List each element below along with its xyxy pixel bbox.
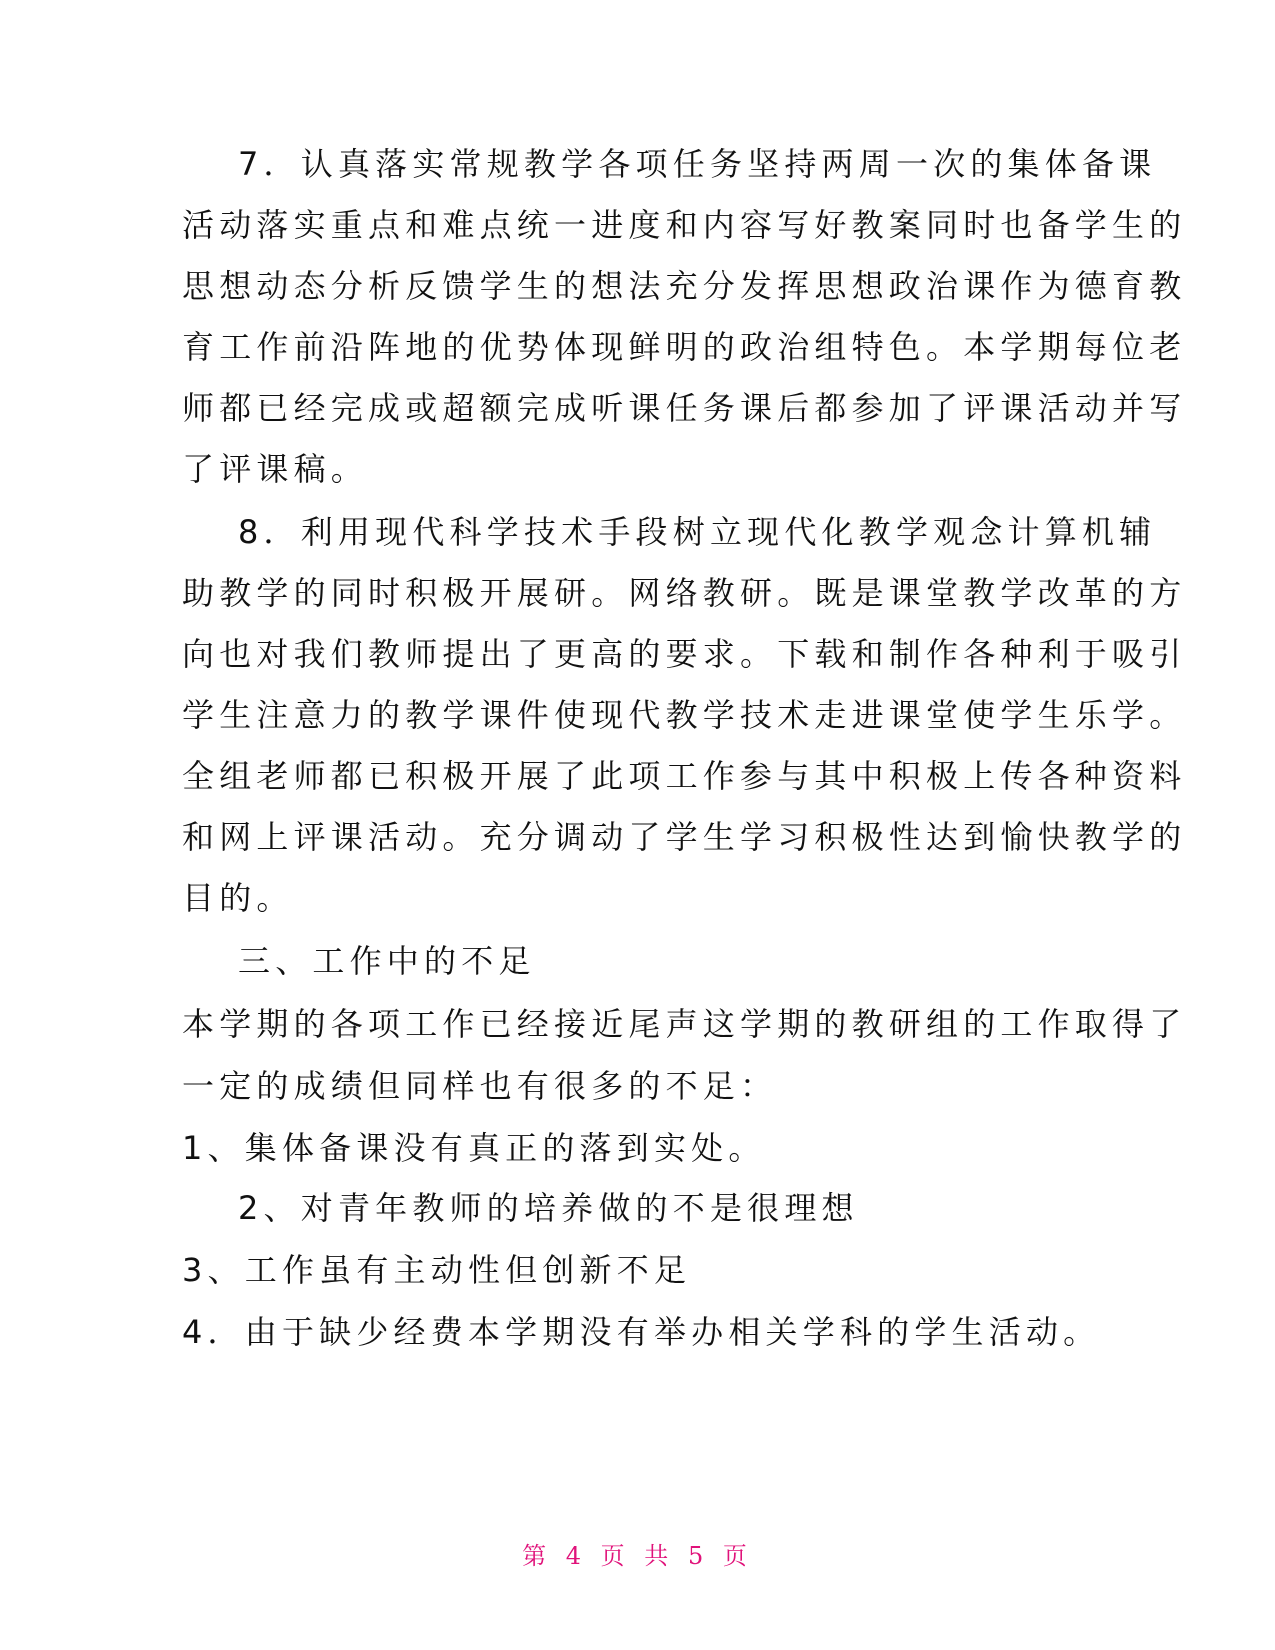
shortcoming-item-4: 4．由于缺少经费本学期没有举办相关学科的学生活动。 <box>182 1313 1101 1351</box>
paragraph-8-line-5: 全组老师都已积极开展了此项工作参与其中积极上传各种资料 <box>182 757 1187 795</box>
paragraph-8-line-4: 学生注意力的教学课件使现代教学技术走进课堂使学生乐学。 <box>182 696 1187 734</box>
paragraph-8-line-3: 向也对我们教师提出了更高的要求。下载和制作各种利于吸引 <box>182 635 1187 673</box>
shortcoming-item-3: 3、工作虽有主动性但创新不足 <box>182 1251 692 1289</box>
page-number-footer: 第 4 页 共 5 页 <box>522 1542 753 1570</box>
paragraph-7-line-4: 育工作前沿阵地的优势体现鲜明的政治组特色。本学期每位老 <box>182 328 1187 366</box>
paragraph-8-line-1: 8．利用现代科学技术手段树立现代化教学观念计算机辅 <box>238 513 1157 551</box>
summary-line-2: 一定的成绩但同样也有很多的不足： <box>182 1067 778 1105</box>
paragraph-7-line-6: 了评课稿。 <box>182 450 369 488</box>
paragraph-8-line-2: 助教学的同时积极开展研。网络教研。既是课堂教学改革的方 <box>182 574 1187 612</box>
paragraph-7-line-5: 师都已经完成或超额完成听课任务课后都参加了评课活动并写 <box>182 389 1187 427</box>
shortcoming-item-1: 1、集体备课没有真正的落到实处。 <box>182 1129 766 1167</box>
paragraph-8-line-7: 目的。 <box>182 879 294 917</box>
paragraph-8-line-6: 和网上评课活动。充分调动了学生学习积极性达到愉快教学的 <box>182 818 1187 856</box>
summary-line-1: 本学期的各项工作已经接近尾声这学期的教研组的工作取得了 <box>182 1005 1187 1043</box>
paragraph-7-line-2: 活动落实重点和难点统一进度和内容写好教案同时也备学生的 <box>182 206 1187 244</box>
paragraph-7-line-1: 7．认真落实常规教学各项任务坚持两周一次的集体备课 <box>238 145 1157 183</box>
section-heading: 三、工作中的不足 <box>238 942 536 980</box>
paragraph-7-line-3: 思想动态分析反馈学生的想法充分发挥思想政治课作为德育教 <box>182 267 1187 305</box>
shortcoming-item-2: 2、对青年教师的培养做的不是很理想 <box>238 1189 859 1227</box>
